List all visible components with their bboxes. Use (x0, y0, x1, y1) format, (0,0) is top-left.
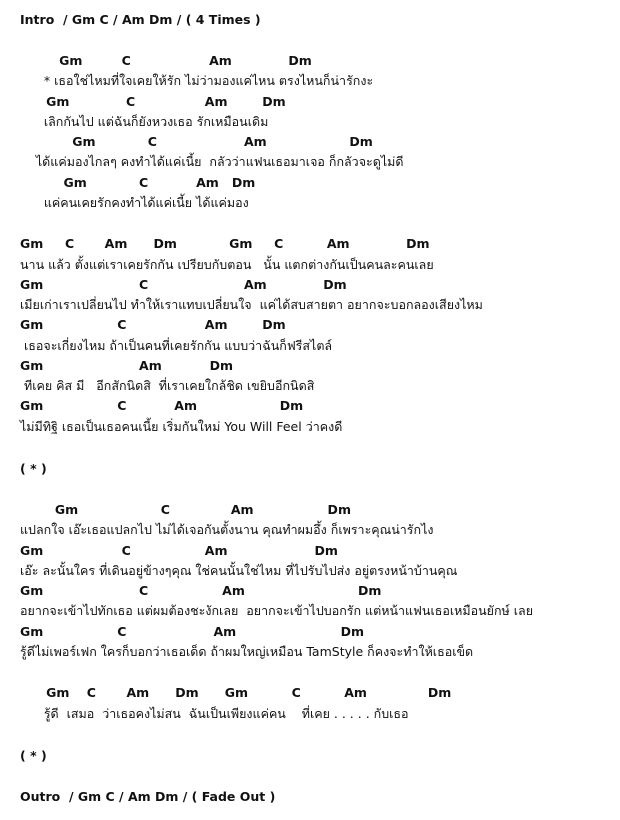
chord-line: Gm C Am Dm Gm C Am Dm (20, 685, 452, 700)
chord-line: Gm C Am Dm Gm C Am Dm (20, 236, 430, 251)
chord-line: Gm C Am Dm (20, 583, 382, 598)
lyric-line: แปลกใจ เอ๊ะเธอแปลกไป ไม่ได้เจอกันตั้งนาน คุณทำผมอึ้ง ก็เพราะคุณน่ารักไง (20, 522, 434, 537)
chord-line: Gm C Am Dm (20, 624, 365, 639)
lyric-line: ได้แค่มองไกลๆ คงทำได้แค่เนี้ย กลัวว่าแฟนเธอมาเจอ ก็กลัวจะดูไม่ดี (20, 154, 404, 169)
chord-line: Gm C Am Dm (20, 53, 312, 68)
intro-line: Intro / Gm C / Am Dm / ( 4 Times ) (20, 12, 261, 27)
lyric-line: เมียเก่าเราเปลี่ยนไป ทำให้เราแทบเปลี่ยนใจ แค่ได้สบสายตา อยากจะบอกลองเสียงไหม (20, 297, 483, 312)
chord-line: Gm C Am Dm (20, 317, 286, 332)
chord-line: Gm C Am Dm (20, 175, 256, 190)
lyric-line: ไม่มีทิฐิ เธอเป็นเธอคนเนี้ย เริ่มกันใหม่ You Will Feel ว่าคงดี (20, 419, 343, 434)
lyric-line: แค่คนเคยรักคงทำได้แค่เนี้ย ได้แค่มอง (20, 195, 249, 210)
lyric-line: อยากจะเข้าไปทักเธอ แต่ผมต้องชะงักเลย อยากจะเข้าไปบอกรัก แต่หน้าแฟนเธอเหมือนยักษ์ เลย (20, 603, 534, 618)
repeat-marker: ( * ) (20, 748, 47, 763)
lyric-line: เธอจะเกี่ยงไหม ถ้าเป็นคนที่เคยรักกัน แบบว่าฉันก็ฟรีสไตล์ (20, 338, 333, 353)
chord-line: Gm C Am Dm (20, 134, 373, 149)
outro-line: Outro / Gm C / Am Dm / ( Fade Out ) (20, 789, 276, 804)
chord-line: Gm C Am Dm (20, 543, 338, 558)
lyric-line: * เธอใช่ไหมที่ใจเคยให้รัก ไม่ว่ามองแค่ไหน ตรงไหนก็น่ารักงะ (20, 73, 374, 88)
chord-line: Gm C Am Dm (20, 94, 286, 109)
chord-line: Gm C Am Dm (20, 277, 347, 292)
chord-line: Gm C Am Dm (20, 398, 304, 413)
chord-line: Gm C Am Dm (20, 502, 351, 517)
lyric-line: รู้ดีไม่เพอร์เฟก ใครก็บอกว่าเธอเด็ด ถ้าผมใหญ่เหมือน TamStyle ก็คงจะทำให้เธอเข็ด (20, 644, 474, 659)
repeat-marker: ( * ) (20, 461, 47, 476)
chord-line: Gm Am Dm (20, 358, 233, 373)
lyric-line: ทีเคย คิส มี อีกสักนิดสิ ที่เราเคยใกล้ชิด เขยิบอีกนิดสิ (20, 378, 315, 393)
lyric-line: นาน แล้ว ตั้งแต่เราเคยรักกัน เปรียบกับตอน นั้น แตกต่างกันเป็นคนละคนเลย (20, 257, 434, 272)
lyric-line: เลิกกันไป แต่ฉันก็ยังหวงเธอ รักเหมือนเดิม (20, 114, 269, 129)
lyric-line: รู้ดี เสมอ ว่าเธอคงไม่สน ฉันเป็นเพียงแค่คน ที่เคย . . . . . กับเธอ (20, 706, 409, 721)
lyric-line: เอ๊ะ ละนั้นใคร ที่เดินอยู่ข้างๆคุณ ใช่คนนั้นใช่ไหม ที่ไปรับไปส่ง อยู่ตรงหน้าบ้านคุณ (20, 563, 458, 578)
